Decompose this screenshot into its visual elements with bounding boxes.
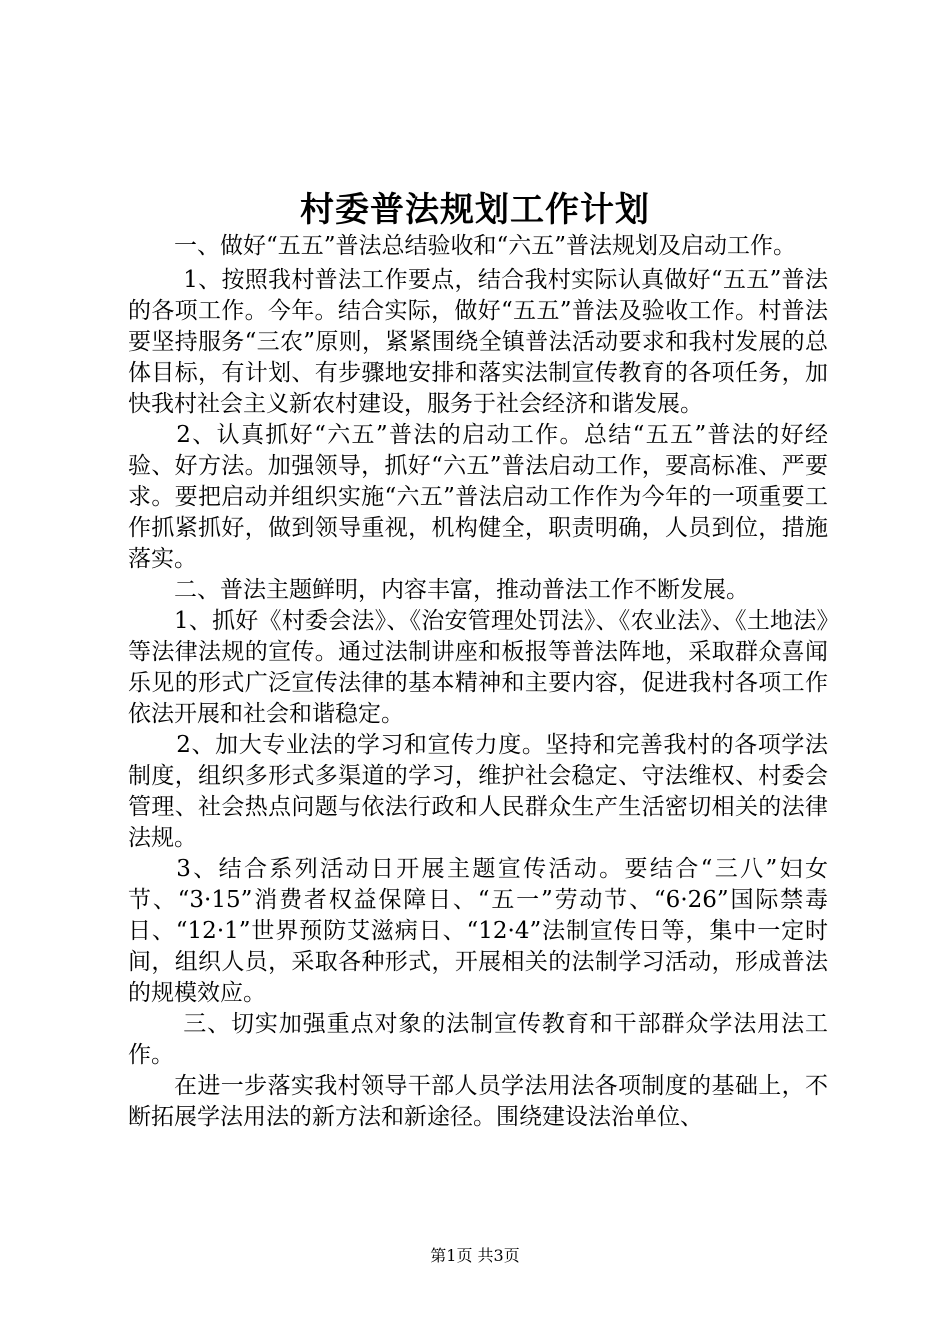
paragraph-item-2-3: 3、结合系列活动日开展主题宣传活动。要结合“三八”妇女节、“3·15”消费者权益保障日、“五一”劳动节、“6·26”国际禁毒日、“12·1”世界预防艾滋病日、“12·4”法制宣传日等，集中一定时间，组织人员，采取各种形式，开展相关的法制学习活动，形成普法的规模效应。 xyxy=(128,856,828,1006)
section-heading-1: 一、做好“五五”普法总结验收和“六五”普法规划及启动工作。 xyxy=(174,233,797,259)
paragraph-item-3-1: 在进一步落实我村领导干部人员学法用法各项制度的基础上，不断拓展学法用法的新方法和新途径。围绕建设法治单位、 xyxy=(128,1073,828,1130)
section-heading-3: 三、切实加强重点对象的法制宣传教育和干部群众学法用法工作。 xyxy=(128,1011,828,1068)
document-title: 村委普法规划工作计划 xyxy=(300,190,650,230)
paragraph-item-1-2: 2、认真抓好“六五”普法的启动工作。总结“五五”普法的好经验、好方法。加强领导，抓好“六五”普法启动工作，要高标准、严要求。要把启动并组织实施“六五”普法启动工作作为今年的一项重要工作抓紧抓好，做到领导重视，机构健全，职责明确，人员到位，措施落实。 xyxy=(128,422,828,572)
paragraph-item-2-2: 2、加大专业法的学习和宣传力度。坚持和完善我村的各项学法制度，组织多形式多渠道的学习，维护社会稳定、守法维权、村委会管理、社会热点问题与依法行政和人民群众生产生活密切相关的法律法规。 xyxy=(128,732,828,851)
page-number-footer: 第1页 共3页 xyxy=(430,1246,520,1265)
paragraph-item-1-1: 1、按照我村普法工作要点，结合我村实际认真做好“五五”普法的各项工作。今年。结合实际，做好“五五”普法及验收工作。村普法要坚持服务“三农”原则，紧紧围绕全镇普法活动要求和我村发展的总体目标，有计划、有步骤地安排和落实法制宣传教育的各项任务，加快我村社会主义新农村建设，服务于社会经济和谐发展。 xyxy=(128,267,828,417)
section-heading-2: 二、普法主题鲜明，内容丰富，推动普法工作不断发展。 xyxy=(174,577,749,603)
document-body xyxy=(128,231,828,1133)
paragraph-item-2-1: 1、抓好《村委会法》、《治安管理处罚法》、《农业法》、《土地法》等法律法规的宣传。通过法制讲座和板报等普法阵地，采取群众喜闻乐见的形式广泛宣传法律的基本精神和主要内容，促进我村各项工作依法开展和社会和谐稳定。 xyxy=(128,608,828,727)
